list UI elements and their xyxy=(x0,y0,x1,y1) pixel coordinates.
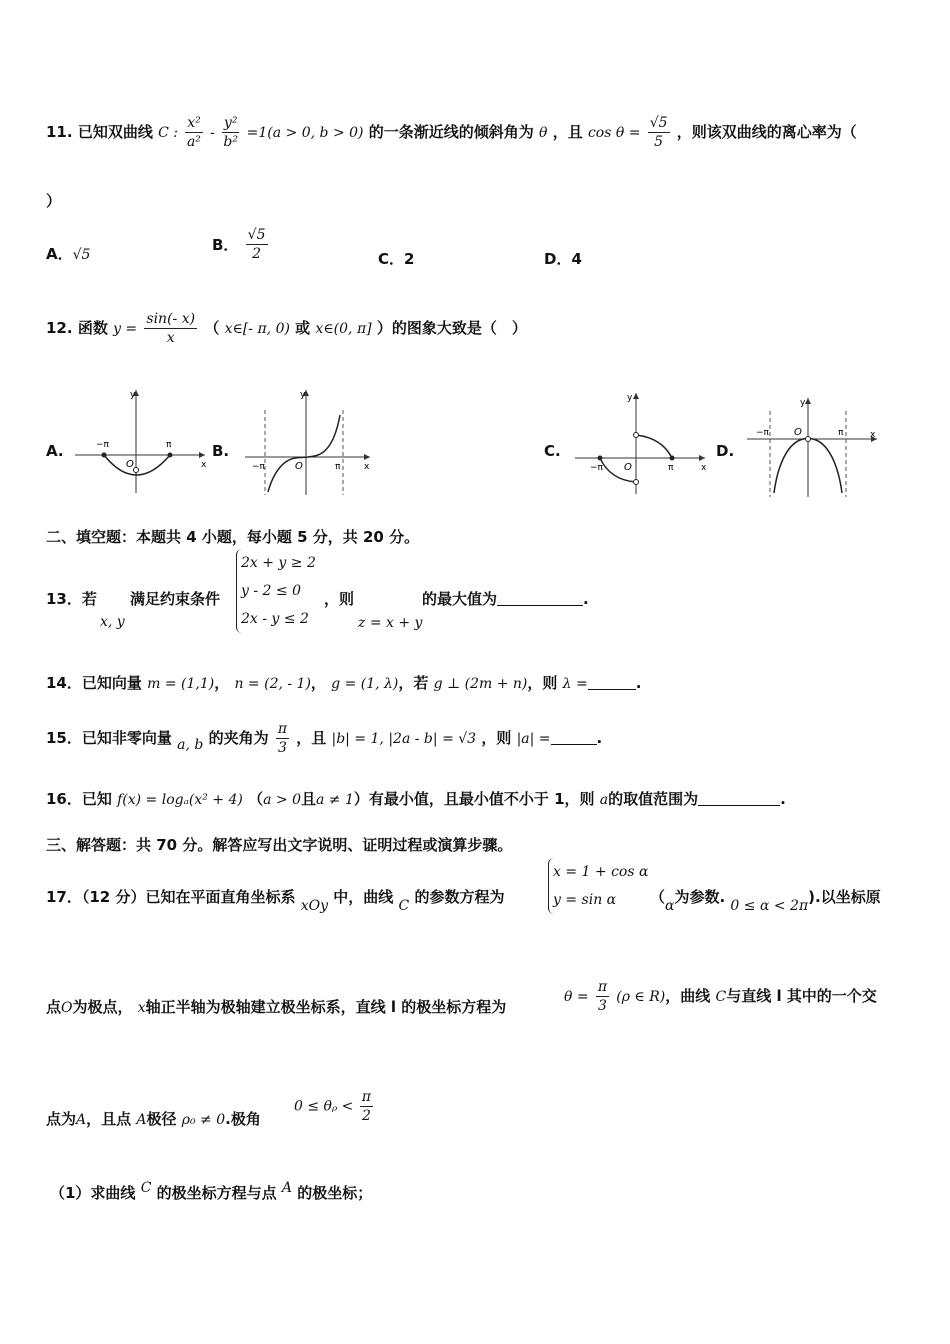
graph-b-x-label: x xyxy=(364,462,370,472)
q11-frac-x: $\frac{\text{x²}}{\text{a²}}$ xyxy=(186,115,201,150)
q12-option-a-label[interactable]: A. xyxy=(46,442,64,460)
graph-d-y-label: y xyxy=(800,398,806,408)
q13-text-a: 满足约束条件 xyxy=(130,590,221,608)
q17-line1: 17．（12 分）已知在平面直角坐标系 xOy 中，曲线 C 的参数方程为 xyxy=(46,888,505,914)
graph-b-curve xyxy=(268,415,340,492)
q16-stem: 16．已知 f(x) = logₐ(x² + 4) （a > 0且a ≠ 1）有最小值，且最小值不小于 1，则 a的取值范围为 . xyxy=(46,790,786,808)
graph-d-neg-pi: −π xyxy=(756,428,769,438)
q12-frac: $\frac{\sin(- x)}{x}$ xyxy=(146,311,196,346)
graph-d xyxy=(742,393,882,499)
q13-answer-blank[interactable] xyxy=(497,591,583,606)
q13-num: 13．若 xyxy=(46,590,97,608)
graph-a-pos-pi: π xyxy=(166,440,172,450)
q13-constraints: 2x + y ≥ 2 y - 2 ≤ 0 2x - y ≤ 2 xyxy=(236,549,316,633)
q11-stem: 11. 已知双曲线 C : $\frac{\text{x²}}{\text{a²}}$ - $\frac{\text{y²}}{\text{b²}}$ =1(a > 0, b > 0) 的一条渐近线的倾斜角为 θ ，且 cos θ = $\frac{√5}{5}$ ，则该双曲线的离心率为（ xyxy=(46,115,857,150)
q15-angle-frac: $\frac{\pi}{3}$ xyxy=(277,721,288,756)
section-2-heading: 二、填空题：本题共 4 小题，每小题 5 分，共 20 分。 xyxy=(46,528,420,546)
graph-a-y-label: y xyxy=(130,390,136,400)
q14-stem: 14．已知向量 m = (1,1)， n = (2, - 1)， g = (1, λ)，若 g ⊥ (2m + n)，则 λ = . xyxy=(46,674,642,692)
graph-d-x-label: x xyxy=(870,430,876,440)
q13-z: z = x + y xyxy=(358,615,423,631)
q12-option-d-label[interactable]: D. xyxy=(716,442,735,460)
q12-stem: 12. 函数 y = $\frac{\sin(- x)}{x}$ （ x∈[- π, 0) 或 x∈(0, π] ）的图象大致是（ ） xyxy=(46,311,527,346)
q12-option-b-label[interactable]: B. xyxy=(212,442,230,460)
q17-line2-eq: θ = $\frac{\pi}{3}$ (ρ ∈ R)，曲线 C与直线 l 其中的一个交 xyxy=(564,979,877,1014)
q14-answer-blank[interactable] xyxy=(588,675,636,690)
q17-param-system: x = 1 + cos α y = sin α xyxy=(548,858,648,914)
graph-c-pos-pi: π xyxy=(668,463,674,473)
graph-c-neg-pi: −π xyxy=(590,463,603,473)
graph-b-y-label: y xyxy=(300,390,306,400)
graph-a-x-label: x xyxy=(201,460,207,470)
q17-theta-range: 0 ≤ θᵨ < $\frac{\pi}{2}$ xyxy=(294,1089,371,1124)
graph-b xyxy=(240,385,375,497)
graph-d-origin: O xyxy=(794,427,802,438)
q11-option-c[interactable]: C．2 xyxy=(378,250,415,268)
graph-c-curve-right xyxy=(636,435,672,458)
graph-c-x-label: x xyxy=(701,463,707,473)
q17-line3: 点为A，且点 A极径 ρ₀ ≠ 0.极角 xyxy=(46,1110,261,1128)
graph-b-origin: O xyxy=(295,461,303,472)
graph-c xyxy=(570,388,710,496)
graph-b-pos-pi: π xyxy=(335,462,341,472)
q17-line1-tail: （α为参数. 0 ≤ α < 2π).以坐标原 xyxy=(650,888,881,914)
graph-a-neg-pi: −π xyxy=(96,440,109,450)
graph-d-pos-pi: π xyxy=(838,428,844,438)
q15-stem: 15．已知非零向量 a, b 的夹角为 $\frac{\pi}{3}$ ，且 |b| = 1, |2a - b| = √3 ，则 |a| = . xyxy=(46,721,603,756)
graph-a xyxy=(70,385,210,495)
q17-subquestion-1: （1）求曲线 C 的极坐标方程与点 A 的极坐标； xyxy=(50,1180,373,1202)
q15-answer-blank[interactable] xyxy=(551,730,597,745)
graph-b-neg-pi: −π xyxy=(252,462,265,472)
q13-vars: x, y xyxy=(100,614,125,630)
q16-answer-blank[interactable] xyxy=(698,791,780,806)
q11-option-a[interactable]: A．√5 xyxy=(46,245,91,263)
q11-close-paren: ） xyxy=(46,192,62,210)
section-3-heading: 三、解答题：共 70 分。解答应写出文字说明、证明过程或演算步骤。 xyxy=(46,836,513,854)
q13-text-b: ，则 xyxy=(324,590,355,608)
graph-a-origin: O xyxy=(126,459,134,470)
q11-option-b[interactable]: B． $\frac{√5}{2}$ xyxy=(212,227,266,262)
q12-option-c-label[interactable]: C. xyxy=(544,442,561,460)
q11-option-d[interactable]: D．4 xyxy=(544,250,582,268)
graph-c-origin: O xyxy=(624,462,632,473)
graph-c-y-label: y xyxy=(627,393,633,403)
q11-frac-y: $\frac{\text{y²}}{\text{b²}}$ xyxy=(223,115,238,150)
q11-frac-cos: $\frac{√5}{5}$ xyxy=(649,115,668,150)
q17-line2: 点O为极点， x轴正半轴为极轴建立极坐标系，直线 l 的极坐标方程为 xyxy=(46,998,507,1016)
q13-text-c: 的最大值为 . xyxy=(422,590,589,608)
